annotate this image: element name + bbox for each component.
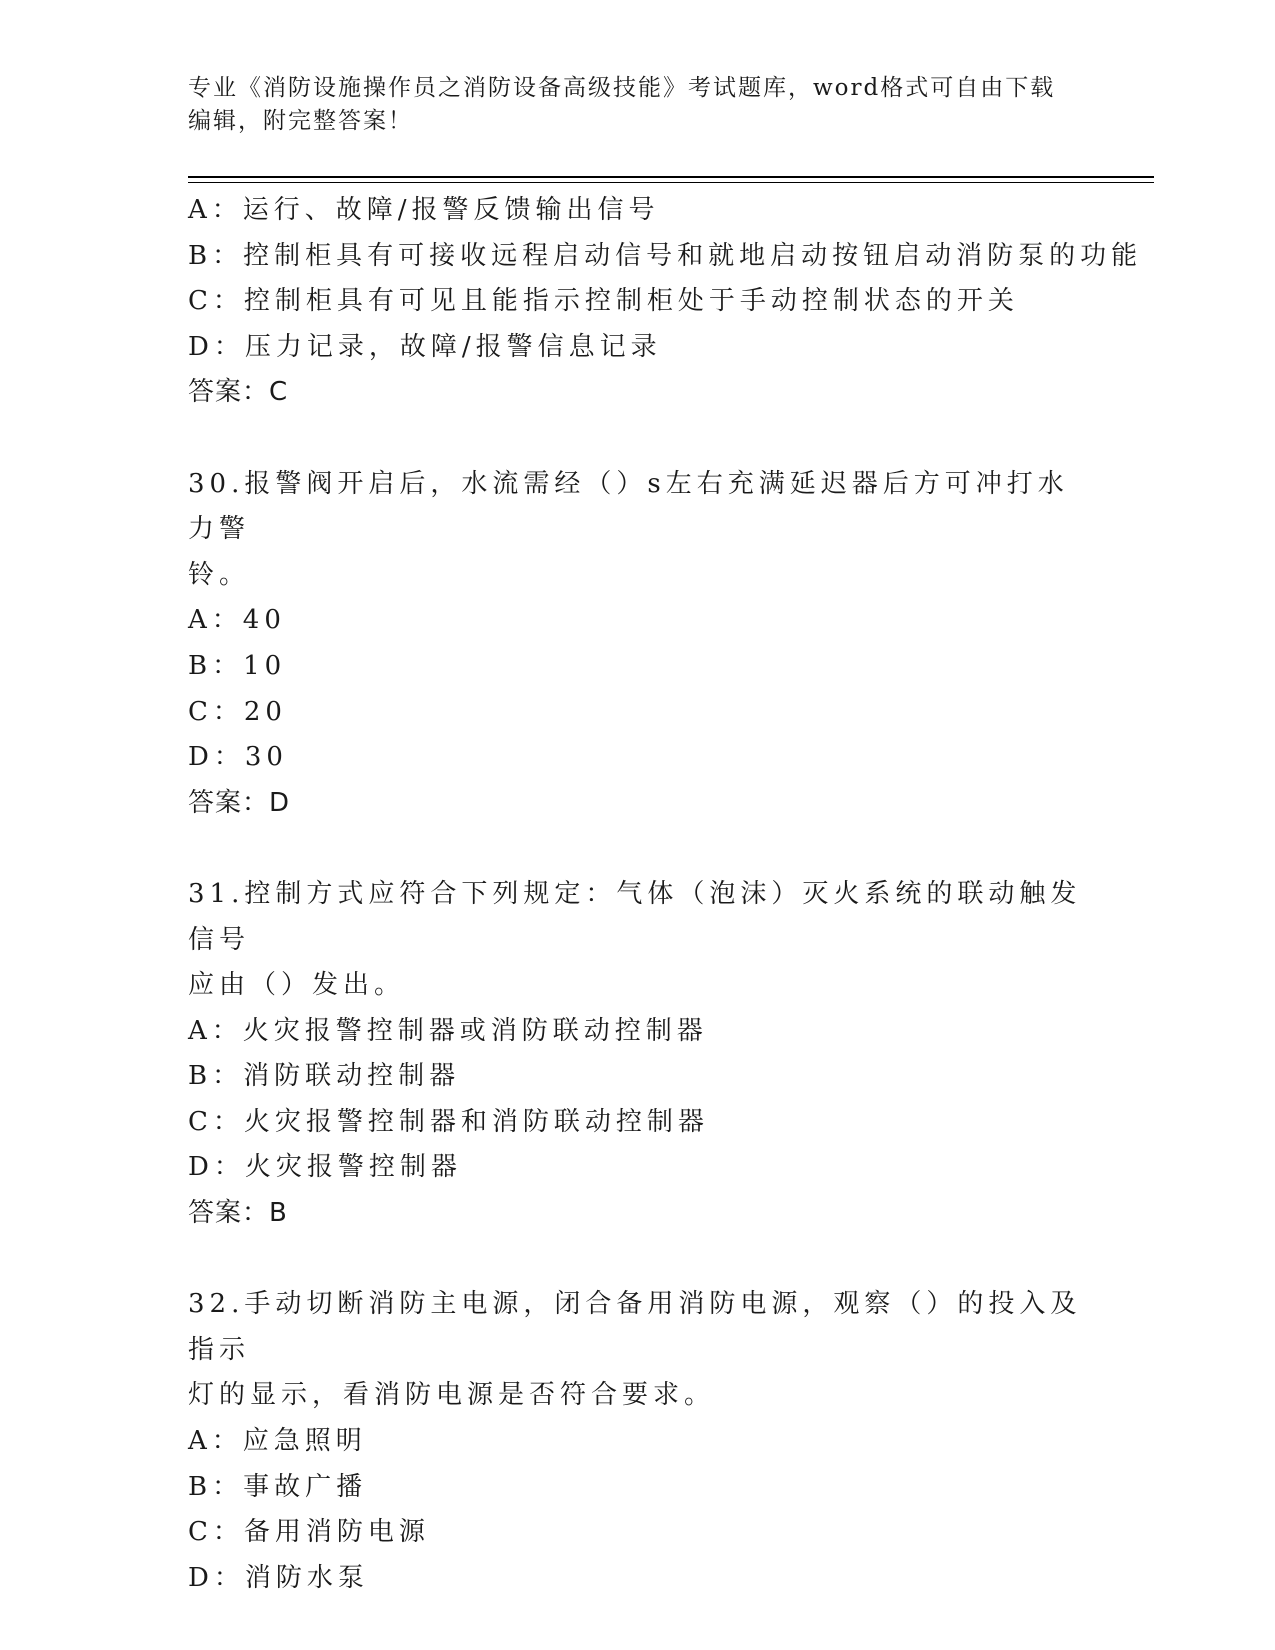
option-d: D：消防水泵: [188, 1562, 369, 1593]
answer-line: 答案：B: [188, 1198, 288, 1229]
option-b: B：消防联动控制器: [188, 1061, 461, 1092]
option-b: B：事故广播: [188, 1471, 368, 1502]
option-b: B：10: [188, 650, 287, 681]
option-d: D：压力记录，故障/报警信息记录: [188, 331, 662, 362]
document-header: 专业《消防设施操作员之消防设备高级技能》考试题库，word格式可自由下载编辑，附完整答案！: [188, 75, 1056, 134]
option-c: C：20: [188, 696, 287, 727]
question-32-block: [188, 1282, 1088, 1601]
question-stem-line: 32.手动切断消防主电源，闭合备用消防电源，观察（）的投入及指示: [188, 1289, 1082, 1365]
question-stem-line: 铃。: [188, 559, 251, 590]
option-a: A：40: [188, 605, 286, 636]
option-a: A：应急照明: [188, 1426, 367, 1457]
option-d: D：火灾报警控制器: [188, 1152, 462, 1183]
question-stem-line: 应由（）发出。: [188, 970, 406, 1001]
option-b: B：控制柜具有可接收远程启动信号和就地启动按钮启动消防泵的功能: [188, 240, 1143, 271]
header-rule-thick: [188, 176, 1154, 178]
option-c: C：备用消防电源: [188, 1517, 430, 1548]
option-a: A：火灾报警控制器或消防联动控制器: [188, 1015, 708, 1046]
header-rule-thin: [188, 182, 1154, 183]
answer-line: 答案：C: [188, 377, 289, 408]
option-a: A：运行、故障/报警反馈输出信号: [188, 195, 660, 225]
question-30-block: [188, 462, 1088, 827]
question-content: [188, 188, 1143, 1601]
prev-question-block: [188, 188, 1143, 416]
answer-line: 答案：D: [188, 787, 291, 818]
question-31-block: [188, 872, 1088, 1237]
question-stem-line: 灯的显示，看消防电源是否符合要求。: [188, 1380, 716, 1411]
option-c: C：火灾报警控制器和消防联动控制器: [188, 1106, 709, 1137]
question-stem-line: 31.控制方式应符合下列规定：气体（泡沫）灭火系统的联动触发信号: [188, 878, 1082, 955]
question-stem-line: 30.报警阀开启后，水流需经（）s左右充满延迟器后方可冲打水力警: [188, 468, 1069, 545]
option-c: C：控制柜具有可见且能指示控制柜处于手动控制状态的开关: [188, 286, 1019, 317]
option-d: D：30: [188, 742, 288, 773]
